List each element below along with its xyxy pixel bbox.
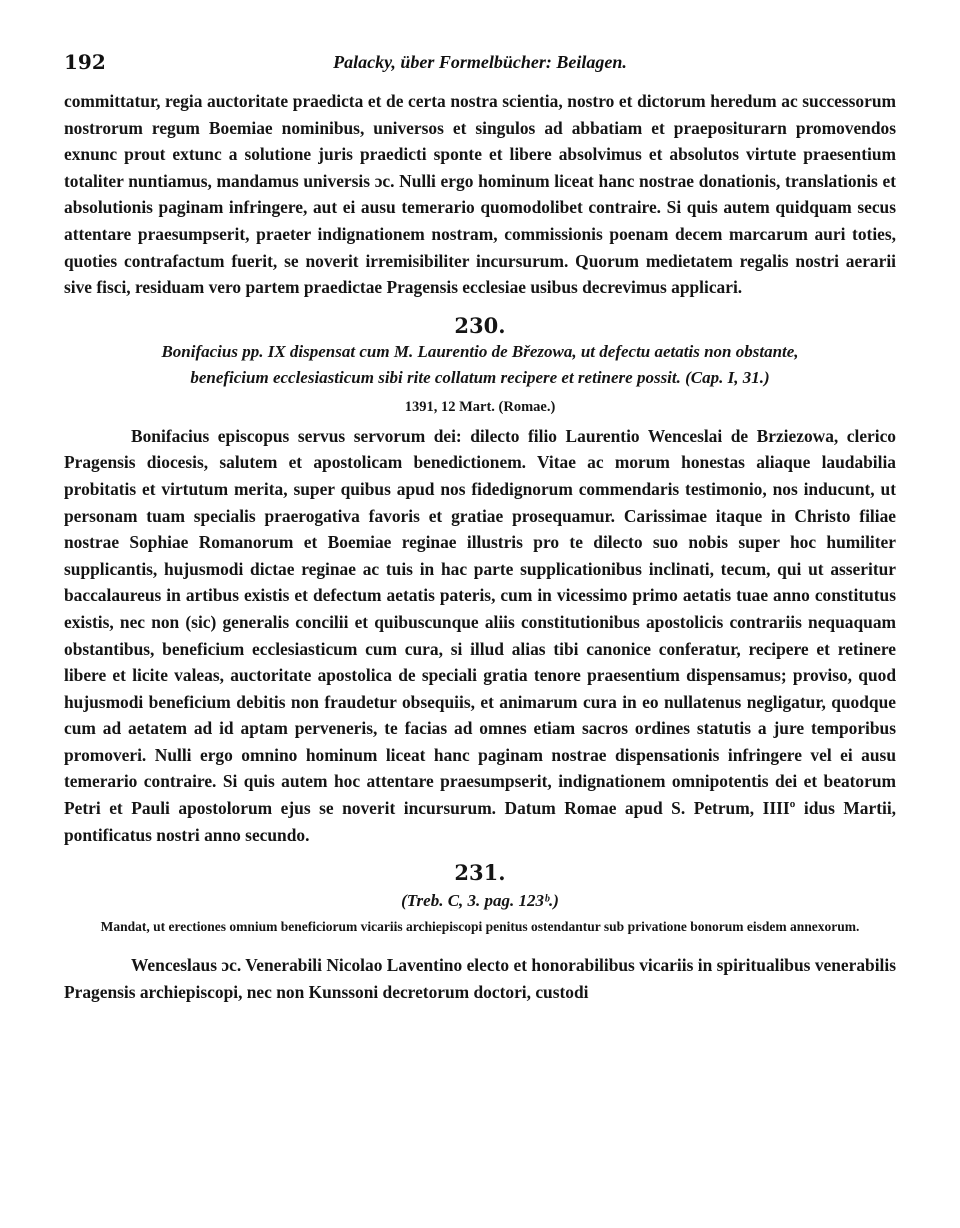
document-number-231: 231. <box>454 860 506 886</box>
document-summary-230-line1: Bonifacius pp. IX dispensat cum M. Laurentio de Březowa, ut defectu aetatis non obstante, <box>161 341 799 361</box>
document-number-230: 230. <box>454 312 506 338</box>
page-body <box>64 88 896 1005</box>
document-source-231: (Treb. C, 3. pag. 123ᵇ.) <box>401 891 559 911</box>
document-date-230: 1391, 12 Mart. (Romae.) <box>404 398 556 415</box>
page-number: 192 <box>64 50 106 74</box>
document-text-231: Wenceslaus ɔc. Venerabili Nicolao Laventino electo et honorabilibus vicariis in spiritualibus venerabilis Pragensis archiepiscopi, nec non Kunssoni decretorum doctori, custodi <box>64 955 896 1002</box>
page-header <box>64 50 896 80</box>
paragraph-continuation: committatur, regia auctoritate praedicta et de certa nostra scientia, nostro et dictorum heredum ac successorum nostrorum regum Boemiae nominibus, universos et singulos ad abbatiam et praepositurarn promovendos exnunc prout extunc a solutione juris praedicti sponte et libere absolvimus et absolutos virtute praesentium totaliter nuntiamus, mandamus universis ɔc. Nulli ergo hominum liceat hanc nostrae donationis, translationis et absolutionis paginam infringere, aut ei ausu temerario quomodolibet contraire. Si quis autem quidquam secus attentare praesumpserit, praeter indignationem nostram, commissionis poenam decem marcarum auri toties, quoties contrafactum fuerit, se noverit irremisibiliter incursurum. Quorum medietatem regalis nostri aerarii sive fisci, residuam vero partem praedictae Pragensis ecclesiae usibus decrevimus applicari. <box>64 91 896 298</box>
running-head: Palacky, über Formelbücher: Beilagen. <box>333 52 627 72</box>
document-text-230: Bonifacius episcopus servus servorum dei: dilecto filio Laurentio Wenceslai de Brziezowa, clerico Pragensis diocesis, salutem et apostolicam benedictionem. Vitae ac morum honestas aliaque laudabilia probitatis et virtutum merita, super quibus apud nos fidedignorum commendaris testimonio, nos inducunt, ut personam tuam specialis praerogativa favoris et gratiae prosequamur. Carissimae itaque in Christo filiae nostrae Sophiae Romanorum et Boemiae reginae illustris pro te dilecto suo nobis super hoc humiliter supplicantis, hujusmodi dictae reginae ac tuis in hac parte supplicationibus inclinati, tecum, qui ut asseritur baccalaureus in artibus existis et defectum aetatis pateris, cum in vicessimo primo aetatis tuae anno constitutus existis, nec non (sic) generalis concilii et quibuscunque aliis constitutionibus apostolicis contrariis nequaquam obstantibus, beneficium ecclesiasticum cum cura, si illud alias tibi canonice conferatur, recipere et retinere libere et licite valeas, auctoritate apostolica de speciali gratia tenore praesentium dispensamus; proviso, quod hujusmodi beneficium debitis non fraudetur obsequiis, et animarum cura in eo nullatenus negligatur, quodque cum ad aetatem ad id aptam perveneris, te facias ad omnes etiam sacros ordines statutis a jure temporibus promoveri. Nulli ergo omnino hominum liceat hanc paginam nostrae dispensationis infringere vel ei ausu temerario contraire. Si quis autem hoc attentare praesumpserit, indignationem omnipotentis dei et beatorum Petri et Pauli apostolorum ejus se noverit incursurum. Datum Romae apud S. Petrum, IIIIº idus Martii, pontificatus nostri anno secundo. <box>64 425 896 845</box>
document-summary-231: Mandat, ut erectiones omnium beneficiorum vicariis archiepiscopi penitus ostendantur sub privatione bonorum eisdem annexorum. <box>100 919 860 935</box>
document-summary-230-line2: beneficium ecclesiasticum sibi rite collatum recipere et retinere possit. (Cap. I, 31.) <box>190 367 770 387</box>
